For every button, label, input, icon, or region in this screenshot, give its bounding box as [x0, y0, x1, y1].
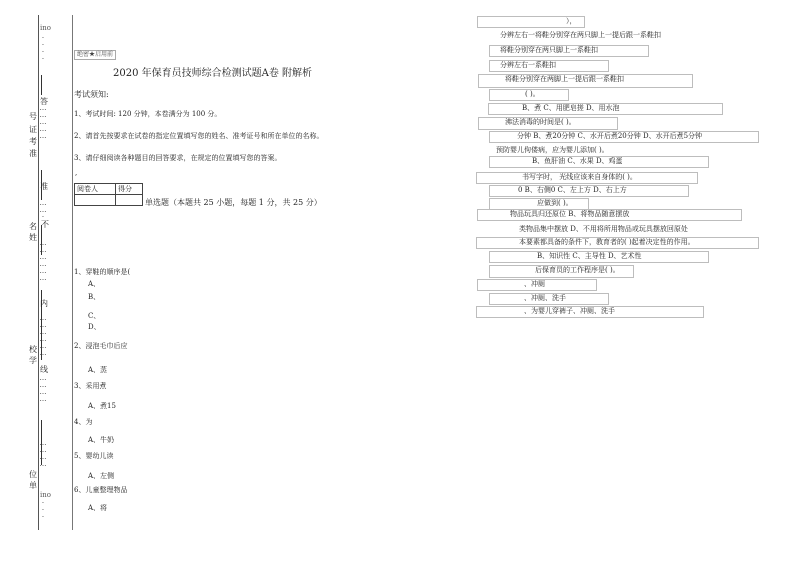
binding-label: 位 — [29, 470, 37, 479]
question-option: A、蒸 — [88, 366, 108, 374]
text-line: B、煮 C、用肥皂搓 D、用水泡 — [522, 104, 620, 112]
notice-mark: , — [75, 169, 78, 177]
text-line: 沸法消毒的时间是( )。 — [505, 118, 576, 126]
text-line: 预防婴儿佝偻病，应为婴儿添加( )。 — [496, 146, 609, 154]
text-line: 本要素都具备的条件下，教育者的( )起着决定性的作用。 — [519, 238, 695, 246]
text-line: 分辨左右一将鞋分别穿在两只脚上一提后跟一系鞋扣 — [500, 31, 661, 39]
question: 3、采用煮 — [74, 382, 107, 390]
binding-dots: … … … … … — [39, 104, 47, 140]
question: 2、浸泡毛巾后应 — [74, 342, 128, 350]
score-table-cell — [75, 195, 116, 206]
notice-item: 2、请首先按要求在试卷的指定位置填写您的姓名、准考证号和所在单位的名称。 — [74, 132, 324, 140]
binding-label: 考 — [29, 137, 37, 146]
question-option: B、 — [88, 293, 101, 301]
binding-label: 线 — [40, 365, 48, 374]
binding-mark: ino — [40, 24, 51, 32]
section-title: 单选题（本题共 25 小题，每题 1 分，共 25 分） — [145, 198, 322, 207]
question-option: A、牛奶 — [88, 436, 115, 444]
question: 6、儿童整理物品 — [74, 486, 128, 494]
binding-dots: · · · — [41, 499, 45, 521]
text-line: ( )。 — [525, 90, 540, 98]
binding-label: 不 — [41, 220, 49, 229]
score-table-header-grader: 阅卷人 — [75, 184, 116, 195]
binding-label: 准 — [29, 149, 37, 158]
notice-item: 3、请仔细阅读各种题目的回答要求，在规定的位置填写您的答案。 — [74, 154, 282, 162]
text-line: 、冲厕、洗手 — [524, 294, 566, 302]
binding-bar — [41, 75, 42, 95]
binding-mark: ino — [40, 491, 51, 499]
binding-label: 证 — [29, 125, 37, 134]
text-line: 书写字时， 光线应该来自身体的( )。 — [522, 173, 637, 181]
text-line: 后保育员的工作程序是( )。 — [535, 266, 620, 274]
binding-dots: · · · · — [41, 34, 45, 63]
score-table — [74, 183, 143, 206]
text-line: 分钟 B、煮20分钟 C、水开后煮20分钟 D、水开后煮5分钟 — [517, 132, 703, 140]
notice-heading: 考试须知: — [74, 90, 109, 99]
binding-label: 答 — [40, 97, 48, 106]
question: 4、为 — [74, 418, 93, 426]
text-line: B、知识性 C、主导性 D、艺术性 — [537, 252, 642, 260]
binding-dots: … … · — [39, 199, 47, 221]
binding-dots: … … … … — [39, 374, 47, 403]
binding-label: 单 — [29, 481, 37, 490]
binding-label: 内 — [40, 299, 48, 308]
text-line: 、冲厕 — [524, 280, 545, 288]
text-line: 将鞋分别穿在两只脚上一系鞋扣 — [500, 46, 598, 54]
binding-label: 号 — [29, 112, 37, 121]
score-table-header-score: 得分 — [116, 184, 143, 195]
binding-label: 姓 — [29, 233, 37, 242]
notice-item: 1、考试时间: 120 分钟，本卷满分为 100 分。 — [74, 110, 222, 118]
question-option: D、 — [88, 323, 101, 331]
text-line: 物品玩具归还原位 B、将物品随意摆放 — [510, 210, 630, 218]
question-option: A、将 — [88, 504, 108, 512]
question: 1、穿鞋的顺序是( — [74, 268, 131, 276]
binding-dots: … … … … — [39, 439, 47, 468]
text-line: ）， — [566, 17, 577, 25]
binding-label: 名 — [29, 222, 37, 231]
question-option: A、左侧 — [88, 472, 115, 480]
binding-line-right — [72, 15, 73, 530]
confidential-stamp: 绝密★启用前 — [74, 50, 116, 60]
question-option: A、 — [88, 280, 101, 288]
page-title: 2020 年保育员技师综合检测试题A卷 附解析 — [113, 68, 313, 79]
binding-label: 校 — [29, 345, 37, 354]
text-line: 、为婴儿穿裤子、冲厕、洗手 — [524, 307, 615, 315]
binding-dots: … … … … … … — [39, 239, 47, 282]
question-option: C、 — [88, 312, 101, 320]
question-option: A、煮15 — [88, 402, 116, 410]
text-line: 0 B、右侧0 C、左上方 D、右上方 — [518, 186, 627, 194]
text-line: 将鞋分别穿在两脚上一提后跟一系鞋扣 — [505, 75, 624, 83]
text-line: B、鱼肝油 C、水果 D、鸡蛋 — [532, 157, 623, 165]
text-line: 分辨左右一系鞋扣 — [500, 61, 556, 69]
binding-label: 学 — [29, 356, 37, 365]
text-line: 应做到( )。 — [537, 199, 573, 207]
binding-label: 准 — [40, 182, 48, 191]
score-table-cell — [116, 195, 143, 206]
text-line: 类物品集中摆放 D、不用将所用物品或玩具摆放回原处 — [519, 225, 688, 233]
binding-dots: … … … … … … — [39, 314, 47, 357]
question: 5、婴幼儿读 — [74, 452, 114, 460]
